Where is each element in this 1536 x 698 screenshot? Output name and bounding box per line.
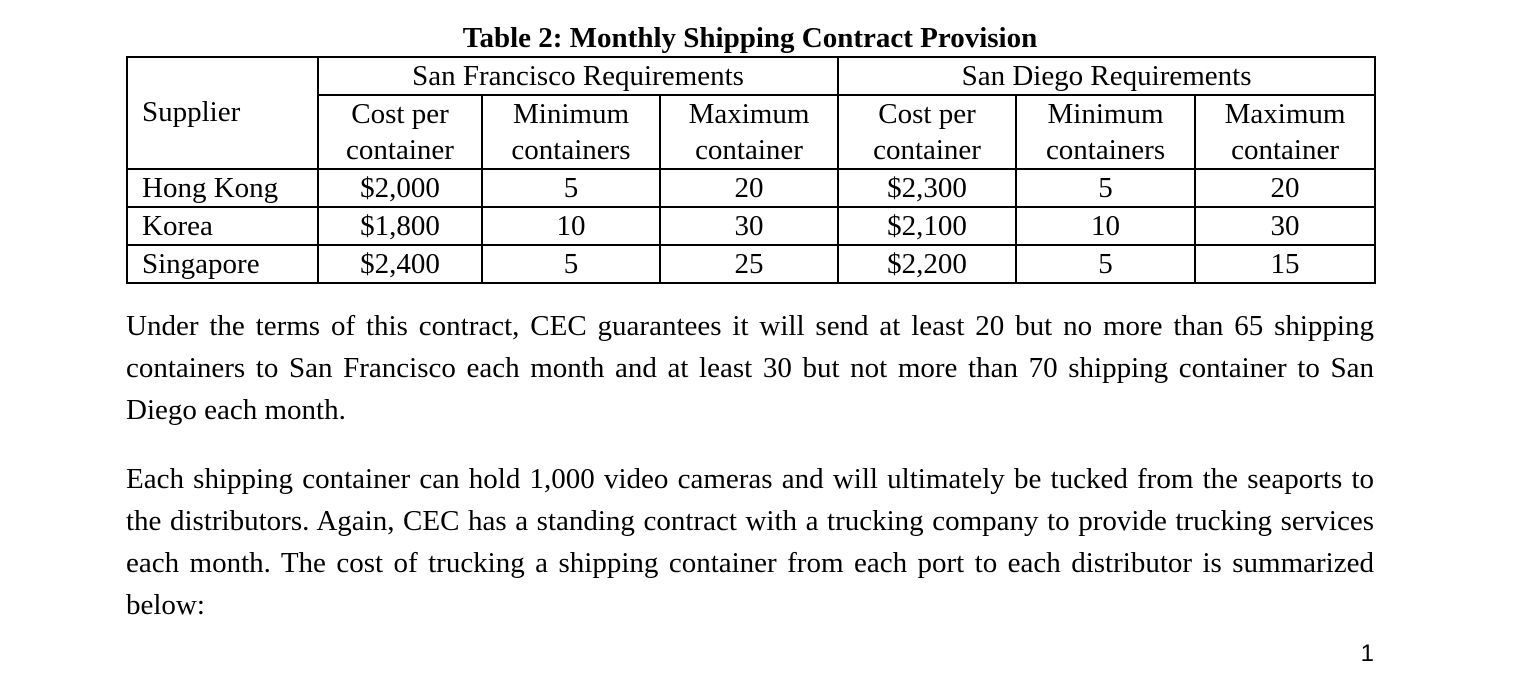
table-cell: $1,800 xyxy=(318,207,482,245)
table-cell: 20 xyxy=(660,169,838,207)
table-cell: $2,100 xyxy=(838,207,1016,245)
table-title: Table 2: Monthly Shipping Contract Provision xyxy=(462,22,1038,54)
table-row xyxy=(127,245,1375,283)
table-cell: 5 xyxy=(482,169,660,207)
subheader-sf-cost-2: container xyxy=(318,132,482,169)
subheader-sf-cost: Cost per xyxy=(318,95,482,132)
subheader-sf-max-2: container xyxy=(660,132,838,169)
group-header-san-diego: San Diego Requirements xyxy=(838,57,1375,95)
table-cell: $2,200 xyxy=(838,245,1016,283)
subheader-sd-max-2: container xyxy=(1195,132,1375,169)
group-header-san-francisco: San Francisco Requirements xyxy=(318,57,838,95)
table-cell: $2,400 xyxy=(318,245,482,283)
table-row xyxy=(127,169,1375,207)
table-cell: 30 xyxy=(660,207,838,245)
subheader-sf-min-2: containers xyxy=(482,132,660,169)
shipping-contract-table xyxy=(126,56,1376,284)
table-cell: 5 xyxy=(1016,245,1195,283)
paragraph-contract-terms: Under the terms of this contract, CEC guarantees it will send at least 20 but no more than 65 shipping containers to San Francisco each month and at least 30 but not more than 70 shipping container to San Diego each month. xyxy=(126,310,1374,426)
table-cell: 10 xyxy=(482,207,660,245)
table-cell: 30 xyxy=(1195,207,1375,245)
subheader-sd-cost: Cost per xyxy=(838,95,1016,132)
subheader-sd-max: Maximum xyxy=(1195,95,1375,132)
group-header-row xyxy=(127,57,1375,95)
supplier-cell: Singapore xyxy=(127,245,318,283)
subheader-sd-min: Minimum xyxy=(1016,95,1195,132)
paragraph-trucking: Each shipping container can hold 1,000 video cameras and will ultimately be tucked from the seaports to the distributors. Again, CEC has a standing contract with a trucking company to provide trucking services each month. The cost of trucking a shipping container from each port to each distributor is summarized below: xyxy=(126,463,1374,621)
table-cell: $2,300 xyxy=(838,169,1016,207)
table-cell: 5 xyxy=(1016,169,1195,207)
subheader-sd-cost-2: container xyxy=(838,132,1016,169)
subheader-sf-min: Minimum xyxy=(482,95,660,132)
supplier-cell: Hong Kong xyxy=(127,169,318,207)
table-cell: 20 xyxy=(1195,169,1375,207)
subheader-sf-max: Maximum xyxy=(660,95,838,132)
table-cell: 10 xyxy=(1016,207,1195,245)
subheader-sd-min-2: containers xyxy=(1016,132,1195,169)
supplier-header: Supplier xyxy=(127,57,318,169)
table-row xyxy=(127,207,1375,245)
supplier-cell: Korea xyxy=(127,207,318,245)
table-cell: 25 xyxy=(660,245,838,283)
table-cell: $2,000 xyxy=(318,169,482,207)
table-cell: 5 xyxy=(482,245,660,283)
page-number: 1 xyxy=(1360,640,1374,667)
table-cell: 15 xyxy=(1195,245,1375,283)
